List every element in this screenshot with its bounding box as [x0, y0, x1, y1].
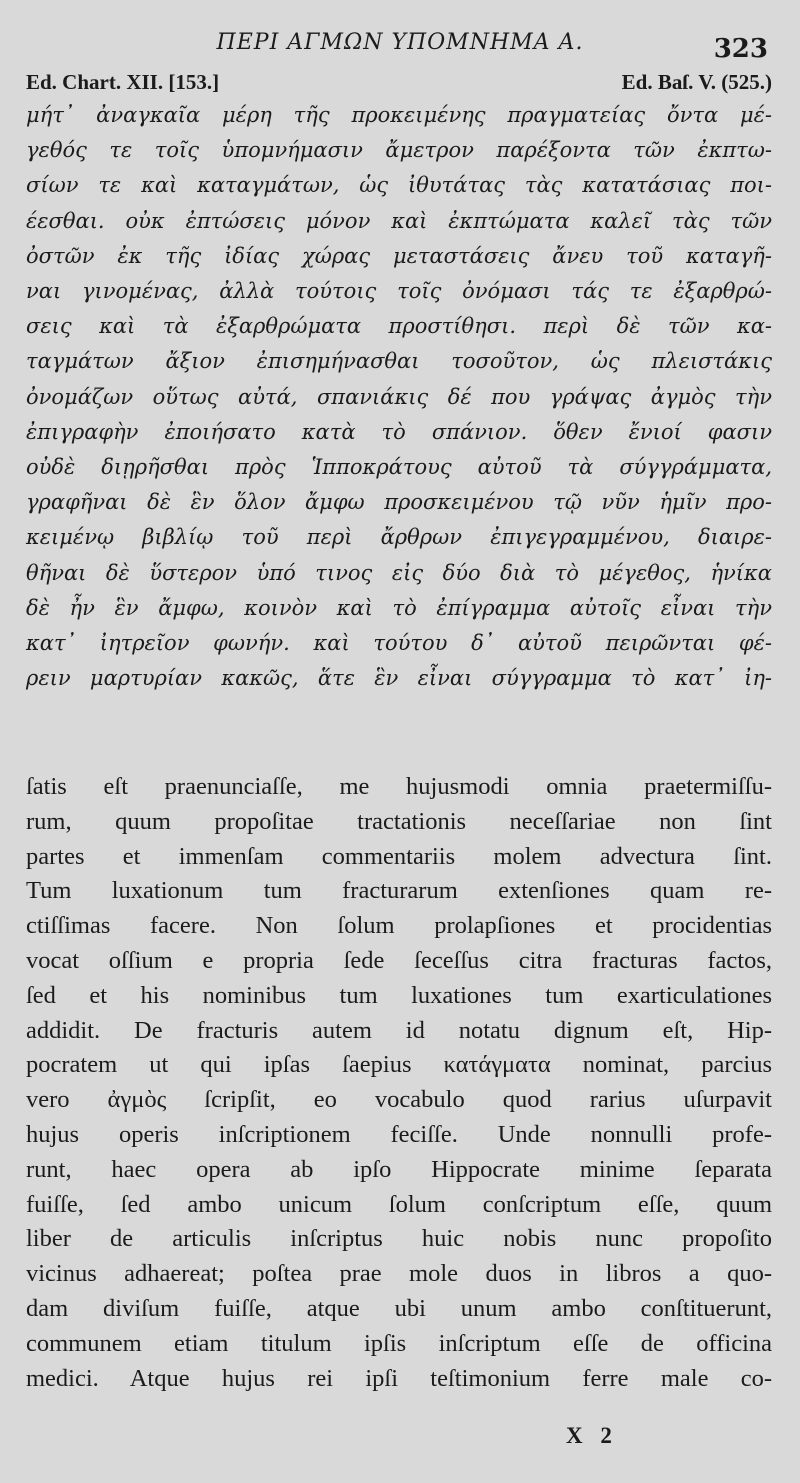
latin-line: rum, quum propoſitae tractationis neceſſariae non ſint	[26, 807, 772, 835]
latin-line: vocat oſſium e propria ſede ſeceſſus citra fracturas factos,	[26, 946, 772, 974]
greek-line: έεσθαι. οὐκ ἐπτώσεις μόνον καὶ ἐκπτώματα καλεῖ τὰς τῶν	[26, 208, 772, 233]
latin-line: hujus operis inſcriptionem feciſſe. Unde nonnulli profe-	[26, 1120, 772, 1148]
latin-line: fuiſſe, ſed ambo unicum ſolum conſcriptum eſſe, quum	[26, 1190, 772, 1218]
page-number: 323	[713, 34, 768, 64]
greek-line: δὲ ἦν ἓν ἄμφω, κοινὸν καὶ τὸ ἐπίγραμμα αὐτοῖς εἶναι τὴν	[26, 595, 772, 620]
running-head-title: ΠΕΡΙ ΑΓΜΩΝ ΥΠΟΜΝΗΜΑ Α.	[216, 30, 584, 55]
latin-line: medici. Atque hujus rei ipſi teſtimonium ferre male co-	[26, 1364, 772, 1392]
greek-line: οὐδὲ διῃρῆσθαι πρὸς Ἱπποκράτους αὐτοῦ τὰ σύγγράμματα,	[26, 455, 772, 480]
latin-line: dam diviſum fuiſſe, atque ubi unum ambo conſtituerunt,	[26, 1294, 772, 1322]
latin-text-block	[26, 770, 772, 1396]
latin-line: partes et immenſam commentariis molem advectura ſint.	[26, 842, 772, 870]
greek-line: κατ᾽ ἰητρεῖον φωνήν. καὶ τούτου δ᾽ αὐτοῦ πειρῶνται φέ-	[26, 631, 772, 656]
greek-line: σίων τε καὶ καταγμάτων, ὡς ἰθυτάτας τὰς κατατάσιας ποι-	[26, 173, 772, 198]
edition-reference-row	[26, 70, 772, 95]
signature-mark: X 2	[566, 1423, 618, 1448]
latin-line: ctiſſimas facere. Non ſolum prolapſiones et procidentias	[26, 912, 772, 940]
greek-line: ὀνομάζων οὕτως αὐτά, σπανιάκις δέ που γράψας ἀγμὸς τὴν	[26, 384, 772, 409]
greek-line: ναι γινομένας, ἀλλὰ τούτοις τοῖς ὀνόμασι τάς τε ἐξαρθρώ-	[26, 279, 772, 304]
latin-line: pocratem ut qui ipſas ſaepius κατάγματα nominat, parcius	[26, 1051, 772, 1079]
latin-line: runt, haec opera ab ipſo Hippocrate minime ſeparata	[26, 1155, 772, 1183]
latin-line: liber de articulis inſcriptus huic nobis nunc propoſito	[26, 1225, 772, 1253]
greek-line: ἐπιγραφὴν ἐποιήσατο κατὰ τὸ σπάνιον. ὅθεν ἔνιοί φασιν	[26, 419, 772, 444]
edition-reference-basel: Ed. Baſ. V. (525.)	[621, 70, 772, 94]
latin-line: addidit. De fracturis autem id notatu dignum eſt, Hip-	[26, 1016, 772, 1044]
greek-line: μήτ᾽ ἀναγκαῖα μέρη τῆς προκειμένης πραγματείας ὄντα μέ-	[26, 103, 772, 127]
greek-line: ταγμάτων ἄξιον ἐπισημήνασθαι τοσοῦτον, ὡς πλειστάκις	[26, 349, 772, 374]
greek-line: θῆναι δὲ ὕστερον ὑπό τινος εἰς δύο διὰ τὸ μέγεθος, ἡνίκα	[26, 560, 772, 585]
greek-line: γραφῆναι δὲ ἓν ὅλον ἄμφω προσκειμένου τῷ νῦν ἡμῖν προ-	[26, 490, 772, 515]
latin-line: Tum luxationum tum fracturarum extenſiones quam re-	[26, 877, 772, 905]
latin-line: ſatis eſt praenunciaſſe, me hujusmodi omnia praetermiſſu-	[26, 773, 772, 800]
greek-line: ὀστῶν ἐκ τῆς ἰδίας χώρας μεταστάσεις ἄνευ τοῦ καταγῆ-	[26, 243, 772, 268]
greek-line: κειμένῳ βιβλίῳ τοῦ περὶ ἄρθρων ἐπιγεγραμμένου, διαιρε-	[26, 525, 772, 550]
greek-line: σεις καὶ τὰ ἐξαρθρώματα προστίθησι. περὶ δὲ τῶν κα-	[26, 314, 772, 339]
latin-line: ſed et his nominibus tum luxationes tum exarticulationes	[26, 981, 772, 1009]
greek-text-block	[26, 98, 772, 696]
greek-line: ρειν μαρτυρίαν κακῶς, ἅτε ἓν εἶναι σύγγραμμα τὸ κατ᾽ ἰη-	[26, 666, 772, 691]
latin-line: vero ἀγμὸς ſcripſit, eo vocabulo quod rarius uſurpavit	[26, 1086, 772, 1114]
latin-line: communem etiam titulum ipſis inſcriptum eſſe de officina	[26, 1329, 772, 1357]
greek-line: γεθός τε τοῖς ὑπομνήμασιν ἄμετρον παρέξοντα τῶν ἐκπτω-	[26, 138, 772, 163]
edition-reference-chartier: Ed. Chart. XII. [153.]	[26, 70, 220, 94]
latin-line: vicinus adhaereat; poſtea prae mole duos in libros a quo-	[26, 1260, 772, 1288]
